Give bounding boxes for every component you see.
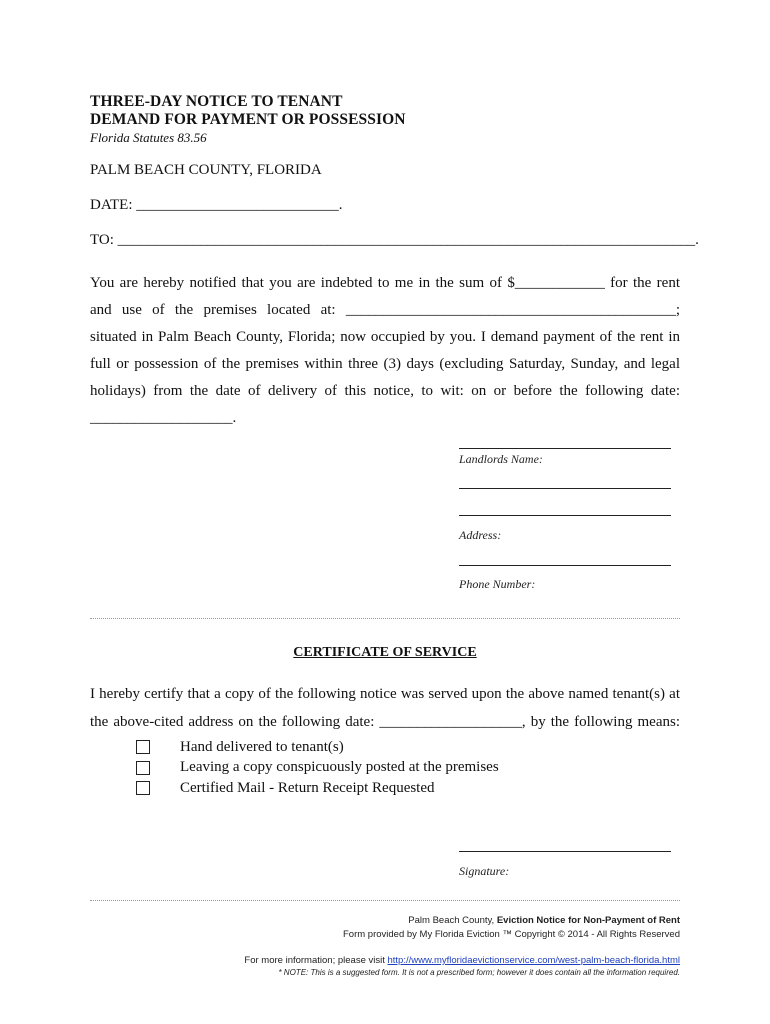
notice-line-2[interactable]: and use of the premises located at: ____________________________________________; (90, 302, 680, 318)
service-method-list (136, 737, 499, 799)
address-line[interactable] (459, 515, 671, 516)
notice-line-1[interactable]: You are hereby notified that you are indebted to me in the sum of $____________ for the rent (90, 275, 680, 291)
footer-form-title: Eviction Notice for Non-Payment of Rent (496, 915, 680, 926)
notice-line-3: situated in Palm Beach County, Florida; now occupied by you. I demand payment of the rent in (90, 329, 680, 345)
service-option-label: Leaving a copy conspicuously posted at the premises (180, 759, 499, 776)
notice-line-5: holidays) from the date of delivery of this notice, to wit: on or before the following date: (90, 383, 680, 399)
title-block (90, 93, 406, 146)
document-title: THREE-DAY NOTICE TO TENANT (90, 93, 343, 110)
footer-info (244, 955, 680, 966)
signature-label: Signature: (459, 864, 510, 878)
server-signature-line[interactable] (459, 851, 671, 852)
footer-copyright: Form provided by My Florida Eviction ™ Copyright © 2014 - All Rights Reserved (343, 929, 680, 940)
footer-title (408, 915, 680, 926)
service-option-label: Hand delivered to tenant(s) (180, 738, 344, 755)
date-field[interactable] (90, 197, 343, 214)
landlord-signature-line[interactable] (459, 448, 671, 449)
certificate-line-1: I hereby certify that a copy of the following notice was served upon the above named tenant(s) at (90, 686, 680, 702)
phone-line[interactable] (459, 565, 671, 566)
date-period: . (338, 197, 343, 213)
to-blank[interactable]: _____________________________________________________________________________ (117, 232, 696, 248)
service-option-label: Certified Mail - Return Receipt Requested (180, 779, 435, 796)
county-heading: PALM BEACH COUNTY, FLORIDA (90, 162, 322, 178)
footer-note-text: This is a suggested form. It is not a prescribed form; however it does contain all the information required. (310, 968, 680, 977)
footer-info-prefix: For more information; please visit (244, 955, 388, 966)
to-period: . (695, 232, 699, 248)
date-blank[interactable]: ___________________________ (136, 197, 339, 213)
landlord-name-label: Landlords Name: (459, 452, 543, 466)
notice-line-4: full or possession of the premises within three (3) days (excluding Saturday, Sunday, and legal (90, 356, 680, 372)
footer-note-prefix: * NOTE: (278, 968, 311, 977)
checkbox[interactable] (136, 781, 150, 795)
to-field[interactable] (90, 232, 699, 249)
document-subtitle: DEMAND FOR PAYMENT OR POSSESSION (90, 111, 406, 128)
certificate-line-2[interactable]: the above-cited address on the following date: ___________________, by the following means: (90, 714, 680, 730)
notice-paragraph (90, 270, 680, 432)
footer-county: Palm Beach County, (408, 915, 497, 926)
certificate-paragraph (90, 680, 680, 736)
service-option-posted[interactable] (136, 758, 499, 779)
footer-divider (90, 900, 680, 901)
footer-note (278, 967, 680, 978)
notice-line-6-date-blank[interactable]: ___________________. (90, 410, 237, 426)
service-option-hand-delivered[interactable] (136, 737, 499, 758)
checkbox[interactable] (136, 761, 150, 775)
certificate-title: CERTIFICATE OF SERVICE (293, 645, 477, 660)
statute-reference: Florida Statutes 83.56 (90, 130, 207, 145)
section-divider (90, 618, 680, 619)
footer-link[interactable]: http://www.myfloridaevictionservice.com/west-palm-beach-florida.html (387, 955, 680, 966)
phone-label: Phone Number: (459, 577, 536, 591)
to-label: TO: (90, 232, 118, 248)
checkbox[interactable] (136, 740, 150, 754)
address-label: Address: (459, 528, 502, 542)
service-option-certified-mail[interactable] (136, 778, 499, 799)
landlord-name-line[interactable] (459, 488, 671, 489)
date-label: DATE: (90, 197, 137, 213)
